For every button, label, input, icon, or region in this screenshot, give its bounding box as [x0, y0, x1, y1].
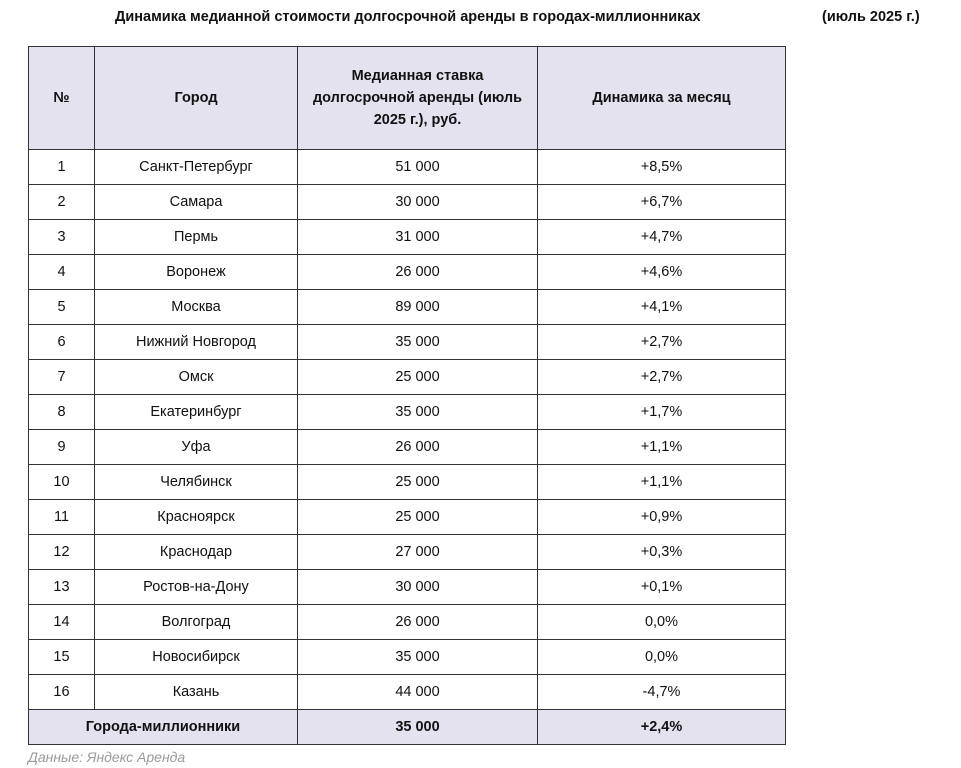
table-body: [29, 150, 786, 710]
cell-city: Красноярск: [95, 500, 298, 535]
table-row: [29, 430, 786, 465]
cell-change: +1,1%: [538, 430, 786, 465]
cell-change: +0,3%: [538, 535, 786, 570]
header-row: [29, 47, 786, 150]
cell-rate: 25 000: [298, 500, 538, 535]
cell-num: 10: [29, 465, 95, 500]
cell-rate: 25 000: [298, 360, 538, 395]
table-row: [29, 465, 786, 500]
header-rate: Медианная ставка долгосрочной аренды (июль 2025 г.), руб.: [298, 47, 538, 150]
total-change: +2,4%: [538, 710, 786, 745]
table-row: [29, 500, 786, 535]
cell-rate: 35 000: [298, 395, 538, 430]
cell-change: +2,7%: [538, 325, 786, 360]
table-row: [29, 675, 786, 710]
cell-change: +4,6%: [538, 255, 786, 290]
cell-rate: 25 000: [298, 465, 538, 500]
title-period: (июль 2025 г.): [822, 9, 920, 25]
cell-rate: 27 000: [298, 535, 538, 570]
cell-rate: 89 000: [298, 290, 538, 325]
table-footer: [29, 710, 786, 745]
cell-num: 11: [29, 500, 95, 535]
table-row: [29, 325, 786, 360]
table-row: [29, 640, 786, 675]
cell-change: +1,7%: [538, 395, 786, 430]
cell-change: +6,7%: [538, 185, 786, 220]
cell-num: 14: [29, 605, 95, 640]
cell-city: Омск: [95, 360, 298, 395]
source-note: Данные: Яндекс Аренда: [28, 749, 186, 765]
cell-num: 15: [29, 640, 95, 675]
cell-change: +1,1%: [538, 465, 786, 500]
cell-change: 0,0%: [538, 605, 786, 640]
cell-city: Казань: [95, 675, 298, 710]
header-city: Город: [95, 47, 298, 150]
cell-num: 3: [29, 220, 95, 255]
cell-rate: 30 000: [298, 185, 538, 220]
cell-city: Челябинск: [95, 465, 298, 500]
cell-num: 2: [29, 185, 95, 220]
document-title: [0, 9, 961, 29]
cell-change: +4,1%: [538, 290, 786, 325]
cell-num: 9: [29, 430, 95, 465]
cell-num: 5: [29, 290, 95, 325]
cell-rate: 26 000: [298, 430, 538, 465]
cell-rate: 26 000: [298, 605, 538, 640]
cell-rate: 51 000: [298, 150, 538, 185]
cell-city: Санкт-Петербург: [95, 150, 298, 185]
cell-city: Волгоград: [95, 605, 298, 640]
total-rate: 35 000: [298, 710, 538, 745]
cell-city: Пермь: [95, 220, 298, 255]
table-row: [29, 360, 786, 395]
total-row: [29, 710, 786, 745]
cell-rate: 35 000: [298, 325, 538, 360]
table-row: [29, 395, 786, 430]
table-row: [29, 220, 786, 255]
cell-change: +8,5%: [538, 150, 786, 185]
title-main: Динамика медианной стоимости долгосрочной аренды в городах-миллионниках: [115, 9, 701, 25]
cell-city: Ростов-на-Дону: [95, 570, 298, 605]
cell-change: +0,9%: [538, 500, 786, 535]
table-row: [29, 290, 786, 325]
cell-num: 6: [29, 325, 95, 360]
header-num: №: [29, 47, 95, 150]
cell-city: Нижний Новгород: [95, 325, 298, 360]
table-row: [29, 185, 786, 220]
cell-city: Уфа: [95, 430, 298, 465]
cell-city: Самара: [95, 185, 298, 220]
table-row: [29, 150, 786, 185]
cell-num: 4: [29, 255, 95, 290]
total-label: Города-миллионники: [29, 710, 298, 745]
cell-rate: 35 000: [298, 640, 538, 675]
cell-change: +4,7%: [538, 220, 786, 255]
cell-city: Новосибирск: [95, 640, 298, 675]
cell-rate: 31 000: [298, 220, 538, 255]
cell-city: Москва: [95, 290, 298, 325]
cell-num: 7: [29, 360, 95, 395]
table-row: [29, 570, 786, 605]
table-row: [29, 535, 786, 570]
cell-num: 12: [29, 535, 95, 570]
table-row: [29, 255, 786, 290]
cell-num: 13: [29, 570, 95, 605]
cell-rate: 44 000: [298, 675, 538, 710]
cell-city: Екатеринбург: [95, 395, 298, 430]
cell-rate: 26 000: [298, 255, 538, 290]
cell-city: Краснодар: [95, 535, 298, 570]
cell-change: 0,0%: [538, 640, 786, 675]
cell-change: -4,7%: [538, 675, 786, 710]
table-header: [29, 47, 786, 150]
cell-num: 1: [29, 150, 95, 185]
cell-rate: 30 000: [298, 570, 538, 605]
cell-num: 8: [29, 395, 95, 430]
cell-city: Воронеж: [95, 255, 298, 290]
cell-change: +2,7%: [538, 360, 786, 395]
cell-num: 16: [29, 675, 95, 710]
rent-table: [28, 46, 786, 745]
header-change: Динамика за месяц: [538, 47, 786, 150]
cell-change: +0,1%: [538, 570, 786, 605]
table-row: [29, 605, 786, 640]
